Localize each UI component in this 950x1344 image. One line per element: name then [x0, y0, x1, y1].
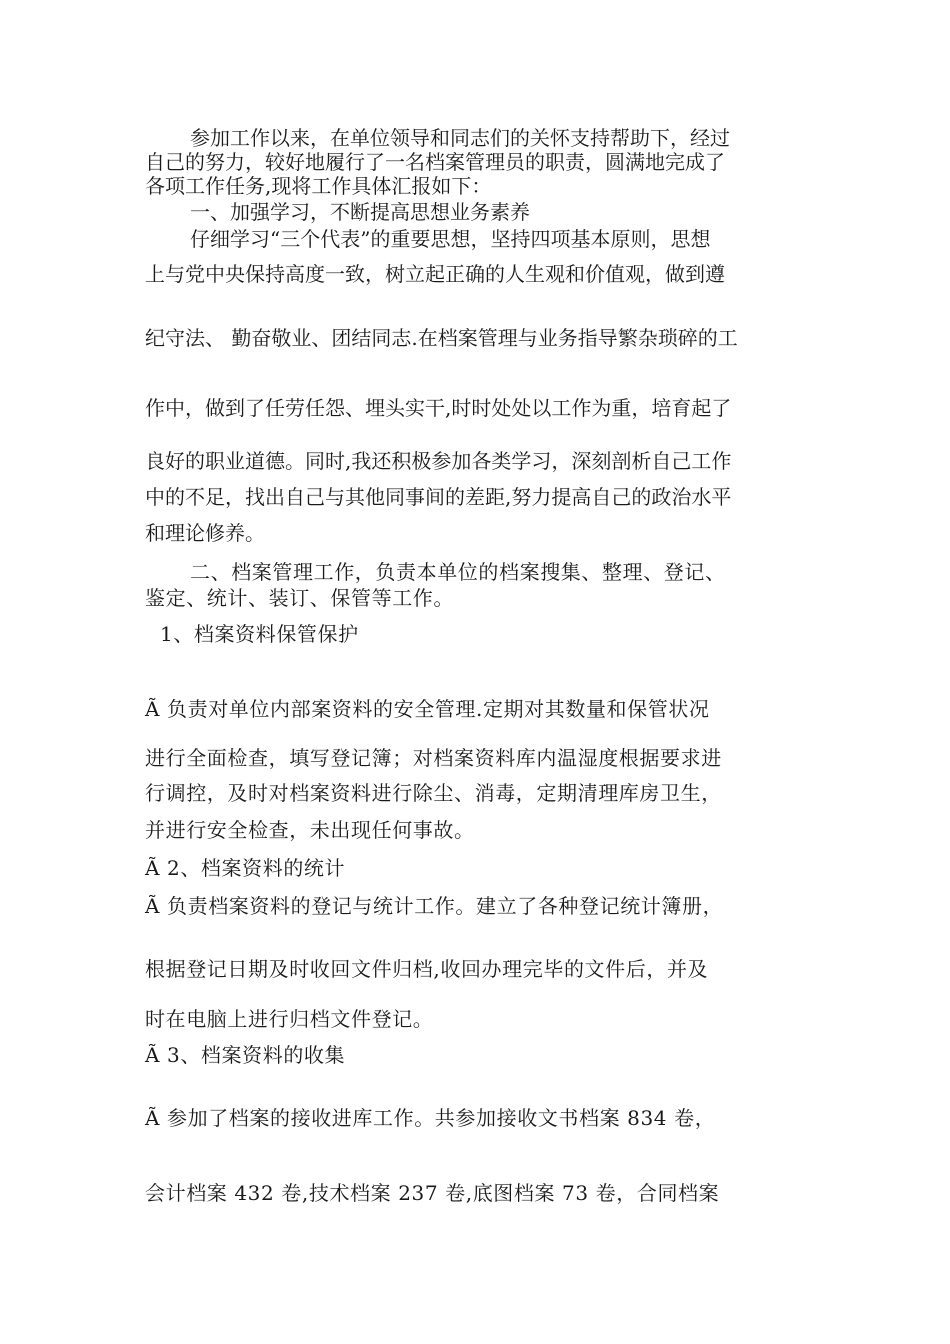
list-item: Ã 负责档案资料的登记与统计工作。建立了各种登记统计簿册，	[145, 894, 724, 918]
paragraph-line: 和理论修养。	[145, 521, 265, 545]
paragraph-line: 各项工作任务,现将工作具体汇报如下：	[145, 174, 492, 198]
paragraph-line: 作中，做到了任劳任怨、埋头实干,时时处处以工作为重，培育起了	[145, 396, 732, 420]
list-item: Ã 3、档案资料的收集	[145, 1043, 346, 1067]
paragraph-line: 上与党中央保持高度一致，树立起正确的人生观和价值观，做到遵	[145, 262, 725, 286]
paragraph-line: 自己的努力，较好地履行了一名档案管理员的职责，圆满地完成了	[145, 150, 725, 174]
paragraph-line: 良好的职业道德。同时,我还积极参加各类学习，深刻剖析自己工作	[145, 449, 732, 473]
list-item: Ã 2、档案资料的统计	[145, 856, 346, 880]
paragraph-line: 参加工作以来，在单位领导和同志们的关怀支持帮助下，经过	[190, 126, 730, 150]
paragraph-line: 中的不足，找出自己与其他同事间的差距,努力提高自己的政治水平	[145, 485, 732, 509]
section-heading: 一、加强学习，不断提高思想业务素养	[190, 200, 530, 224]
paragraph-line: 根据登记日期及时收回文件归档,收回办理完毕的文件后，并及	[145, 957, 709, 981]
paragraph-line: 纪守法、 勤奋敬业、团结同志.在档案管理与业务指导繁杂琐碎的工	[145, 326, 738, 350]
paragraph-line: 进行全面检查，填写登记簿；对档案资料库内温湿度根据要求进	[145, 746, 722, 770]
list-item: Ã 负责对单位内部案资料的安全管理.定期对其数量和保管状况	[145, 697, 710, 721]
subsection-heading: 1、档案资料保管保护	[160, 622, 359, 646]
paragraph-line: 会计档案 432 卷,技术档案 237 卷,底图档案 73 卷，合同档案	[145, 1181, 720, 1205]
paragraph-line: 并进行安全检查，未出现任何事故。	[145, 818, 475, 842]
paragraph-line: 鉴定、统计、装订、保管等工作。	[145, 586, 454, 610]
paragraph-line: 时在电脑上进行归档文件登记。	[145, 1007, 434, 1031]
paragraph-line: 行调控，及时对档案资料进行除尘、消毒，定期清理库房卫生，	[145, 781, 722, 805]
section-heading: 二、档案管理工作，负责本单位的档案搜集、整理、登记、	[190, 560, 726, 584]
list-item: Ã 参加了档案的接收进库工作。共参加接收文书档案 834 卷，	[145, 1106, 716, 1130]
paragraph-line: 仔细学习“三个代表”的重要思想，坚持四项基本原则，思想	[190, 227, 711, 251]
